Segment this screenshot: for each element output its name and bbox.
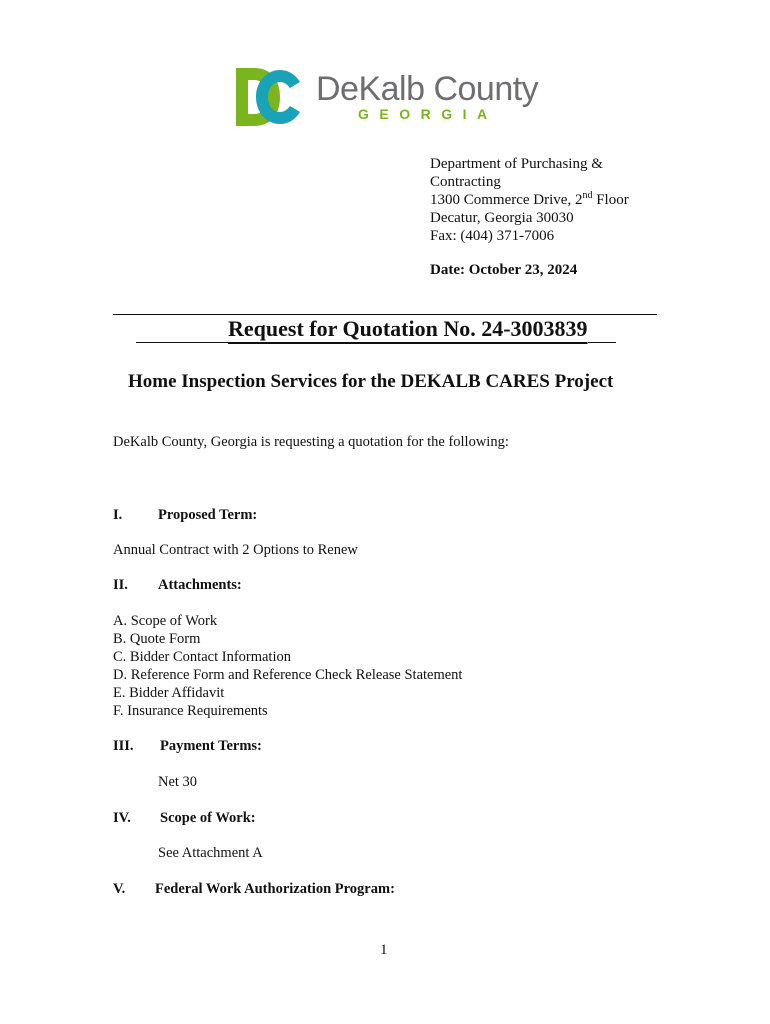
section-4-number: IV. bbox=[113, 810, 131, 826]
address-street: 1300 Commerce Drive, 2 bbox=[430, 192, 583, 208]
logo-state-name: GEORGIA bbox=[358, 106, 498, 122]
section-1-number: I. bbox=[113, 507, 123, 523]
section-2-title: Attachments: bbox=[158, 577, 242, 593]
section-1-title: Proposed Term: bbox=[158, 507, 258, 523]
section-3-title: Payment Terms: bbox=[160, 738, 262, 754]
section-4-text: See Attachment A bbox=[158, 845, 263, 861]
address-line-1: Department of Purchasing & bbox=[430, 156, 603, 172]
attachment-item: A. Scope of Work bbox=[113, 613, 218, 629]
address-floor: Floor bbox=[592, 192, 629, 208]
section-4-title: Scope of Work: bbox=[160, 810, 256, 826]
section-5-number: V. bbox=[113, 881, 126, 897]
logo-county-name: DeKalb County bbox=[316, 70, 539, 108]
project-subtitle: Home Inspection Services for the DEKALB CARES Project bbox=[128, 371, 614, 392]
section-3-number: III. bbox=[113, 738, 134, 754]
section-1-text: Annual Contract with 2 Options to Renew bbox=[113, 542, 358, 558]
dc-monogram-icon bbox=[236, 68, 302, 126]
ordinal-suffix: nd bbox=[582, 190, 593, 201]
attachment-item: B. Quote Form bbox=[113, 631, 201, 647]
attachment-item: F. Insurance Requirements bbox=[113, 703, 268, 719]
intro-text: DeKalb County, Georgia is requesting a quotation for the following: bbox=[113, 434, 509, 450]
document-date: Date: October 23, 2024 bbox=[430, 262, 578, 278]
attachment-item: E. Bidder Affidavit bbox=[113, 685, 225, 701]
title-underline-lead bbox=[136, 342, 228, 343]
attachment-item: D. Reference Form and Reference Check Release Statement bbox=[113, 667, 463, 683]
section-3-text: Net 30 bbox=[158, 774, 198, 790]
address-line-3 bbox=[430, 191, 629, 209]
address-fax: Fax: (404) 371-7006 bbox=[430, 228, 555, 244]
rfq-title-text: Request for Quotation No. 24-3003839 bbox=[228, 316, 588, 341]
section-5-title: Federal Work Authorization Program: bbox=[155, 881, 395, 897]
title-rule bbox=[113, 314, 657, 315]
section-2-number: II. bbox=[113, 577, 128, 593]
page-number: 1 bbox=[380, 942, 388, 958]
attachment-item: C. Bidder Contact Information bbox=[113, 649, 291, 665]
address-line-2: Contracting bbox=[430, 174, 501, 190]
rfq-title bbox=[136, 316, 616, 343]
address-line-4: Decatur, Georgia 30030 bbox=[430, 210, 574, 226]
title-underline-tail bbox=[588, 342, 616, 343]
